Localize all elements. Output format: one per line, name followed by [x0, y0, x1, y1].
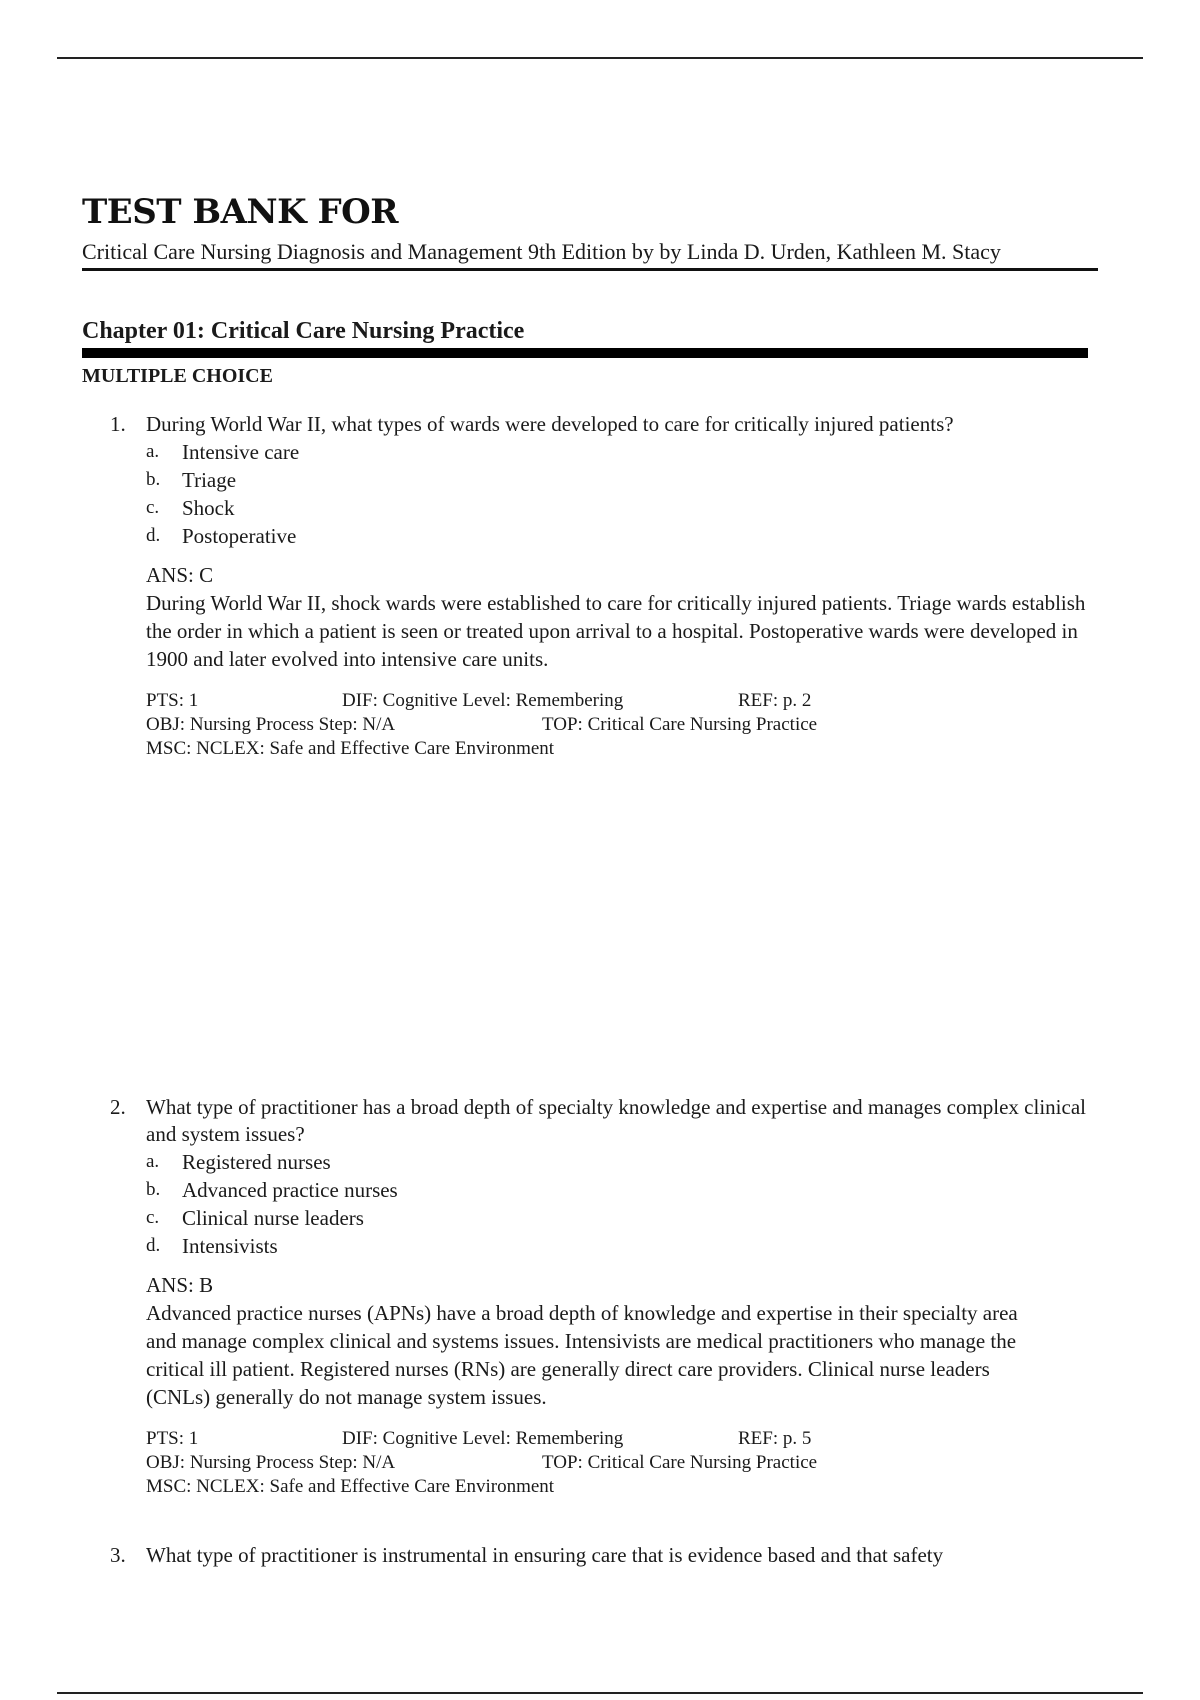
top-rule: [57, 57, 1143, 59]
option-text: Triage: [182, 468, 237, 492]
chapter-title: Chapter 01: Critical Care Nursing Practice: [82, 316, 1088, 358]
answer-key: ANS: C: [146, 563, 214, 587]
option-item: [146, 1148, 1100, 1176]
document-header: [82, 192, 1098, 271]
question-metadata: [146, 689, 1100, 761]
option-text: Intensive care: [182, 440, 300, 464]
option-item: [146, 1232, 1100, 1260]
option-text: Intensivists: [182, 1234, 278, 1258]
option-letter: b.: [146, 469, 161, 490]
option-item: [146, 1204, 1100, 1232]
meta-dif: DIF: Cognitive Level: Remembering: [342, 1428, 624, 1449]
option-item: [146, 1176, 1100, 1204]
meta-dif: DIF: Cognitive Level: Remembering: [342, 690, 624, 711]
section-label: MULTIPLE CHOICE: [82, 365, 273, 387]
option-text: Registered nurses: [182, 1150, 331, 1174]
rationale-text: During World War II, shock wards were established to care for critically injured patients. Triage wards establish the order in which a patient is seen or treated upon arrival to a hospital. Postoperative wards were developed in 1900 and later evolved into intensive care units.: [146, 591, 1086, 671]
question-2: [110, 1094, 1100, 1499]
option-letter: b.: [146, 1179, 161, 1200]
meta-top: TOP: Critical Care Nursing Practice: [542, 1452, 818, 1473]
meta-msc: MSC: NCLEX: Safe and Effective Care Environment: [146, 1476, 555, 1497]
option-text: Shock: [182, 496, 235, 520]
meta-pts: PTS: 1: [146, 690, 199, 711]
meta-msc: MSC: NCLEX: Safe and Effective Care Environment: [146, 738, 555, 759]
answer-key: ANS: B: [146, 1273, 214, 1297]
meta-pts: PTS: 1: [146, 1428, 199, 1449]
option-letter: d.: [146, 525, 161, 546]
option-list: [146, 1148, 1100, 1260]
bottom-rule: [57, 1692, 1143, 1694]
option-text: Clinical nurse leaders: [182, 1206, 364, 1230]
option-letter: a.: [146, 1151, 160, 1172]
option-text: Advanced practice nurses: [182, 1178, 398, 1202]
question-1: [110, 411, 1100, 761]
meta-ref: REF: p. 2: [738, 690, 812, 711]
option-text: Postoperative: [182, 524, 297, 548]
question-metadata: [146, 1427, 1100, 1499]
option-item: [146, 522, 1100, 550]
option-letter: a.: [146, 441, 160, 462]
option-item: [146, 466, 1100, 494]
question-3: [110, 1542, 1100, 1569]
question-number: 2.: [110, 1095, 126, 1119]
meta-obj: OBJ: Nursing Process Step: N/A: [146, 714, 396, 735]
option-list: [146, 438, 1100, 550]
document-subtitle: Critical Care Nursing Diagnosis and Management 9th Edition by by Linda D. Urden, Kathleen M. Stacy: [82, 238, 1098, 271]
document-title: TEST BANK FOR: [82, 192, 399, 232]
question-text: What type of practitioner is instrumental in ensuring care that is evidence based and that safety: [146, 1543, 944, 1567]
option-letter: c.: [146, 497, 160, 518]
chapter-heading: [82, 316, 1088, 388]
meta-ref: REF: p. 5: [738, 1428, 812, 1449]
option-letter: c.: [146, 1207, 160, 1228]
meta-top: TOP: Critical Care Nursing Practice: [542, 714, 818, 735]
rationale-text: Advanced practice nurses (APNs) have a broad depth of knowledge and expertise in their specialty area and manage complex clinical and systems issues. Intensivists are medical practitioners who manage the critical ill patient. Registered nurses (RNs) are generally direct care providers. Clinical nurse leaders (CNLs) generally do not manage system issues.: [146, 1301, 1018, 1409]
question-number: 1.: [110, 412, 126, 436]
option-item: [146, 494, 1100, 522]
option-item: [146, 438, 1100, 466]
question-number: 3.: [110, 1543, 126, 1567]
meta-obj: OBJ: Nursing Process Step: N/A: [146, 1452, 396, 1473]
question-text: During World War II, what types of wards were developed to care for critically injured patients?: [146, 412, 954, 436]
option-letter: d.: [146, 1235, 161, 1256]
question-text: What type of practitioner has a broad depth of specialty knowledge and expertise and manages complex clinical and system issues?: [146, 1095, 1086, 1146]
